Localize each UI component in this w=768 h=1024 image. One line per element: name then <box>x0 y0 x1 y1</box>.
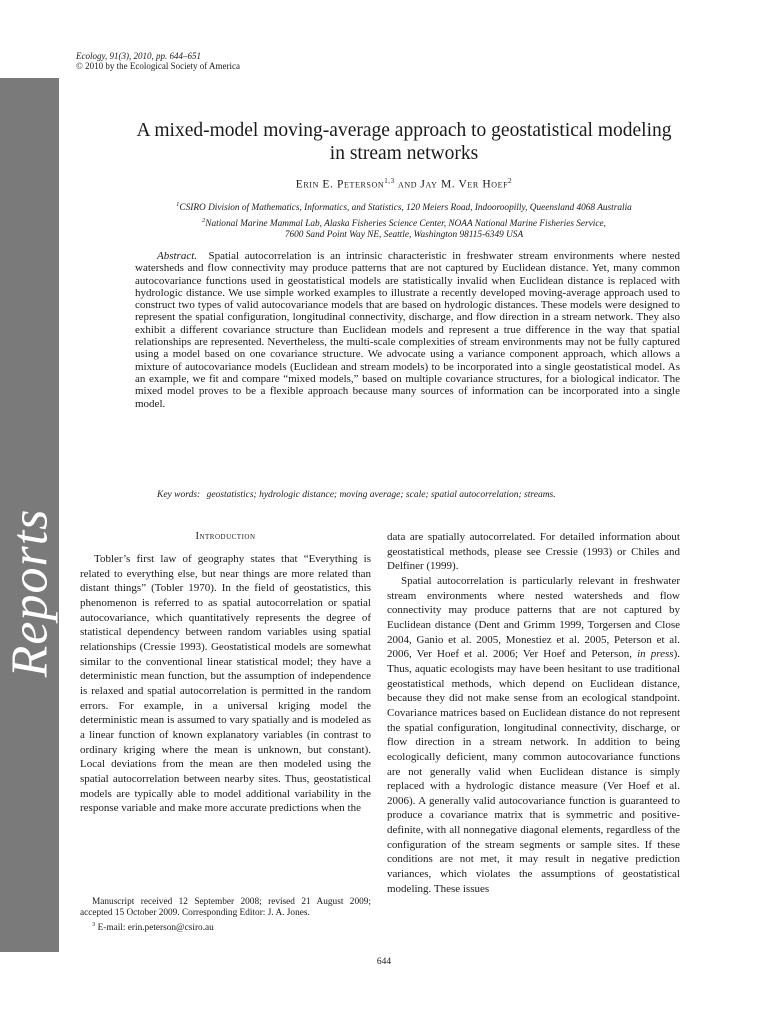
keywords <box>157 489 697 501</box>
title-line-2: in stream networks <box>329 143 479 164</box>
in-press-italic: in press <box>637 648 674 661</box>
author-1-sup: 1,3 <box>384 177 395 185</box>
abstract-lead: Abstract. <box>157 250 198 262</box>
author-2-sup: 2 <box>508 177 513 185</box>
affiliation-1-text: CSIRO Division of Mathematics, Informatics, and Statistics, 120 Meiers Road, Indooroopilly, Queensland 4068 Australia <box>179 203 632 214</box>
title-line-1: A mixed-model moving-average approach to geostatistical modeling <box>136 120 672 141</box>
page-number: 644 <box>376 957 392 967</box>
journal-header <box>76 51 240 71</box>
intro-paragraph-2-a: Spatial autocorrelation is particularly relevant in freshwater stream environments where nested watersheds and flow connectivity may produce patterns that are not captured by Euclidean distance (Dent and Grimm 1999, Torgersen and Close 2004, Ganio et al. 2005, Monestiez et al. 2005, Peterson et al. 2006, Ver Hoef et al. 2006; Ver Hoef and Peterson, <box>387 574 680 661</box>
affiliation-2 <box>80 215 728 231</box>
abstract <box>135 250 680 410</box>
right-column <box>387 530 680 896</box>
intro-paragraph-2-b: ). Thus, aquatic ecologists may have been hesitant to use traditional geostatistical methods, which depend on Euclidean distance, because they did not make sense from an ecological standpoint. Covariance matrices based on Euclidean distance do not represent the spatial configuration, longitudinal connectivity, discharge, or flow direction in a stream network. In addition to being ecologically deficient, many common autocovariance functions are not generally valid when Euclidean distance is simply replaced with a hydrologic distance measure (Ver Hoef et al. 2006). A generally valid autocovariance function is guaranteed to produce a covariance matrix that is symmetric and positive-definite, with all nonnegative diagonal elements, regardless of the configuration of the stream segments or sample sites. If these conditions are not met, it may result in negative prediction variances, which violates the assumptions of geostatistical modeling. These issues <box>387 648 681 895</box>
section-label: Reports <box>1 508 59 678</box>
journal-citation: Ecology, 91(3), 2010, pp. 644–651 <box>76 51 201 61</box>
manuscript-note: Manuscript received 12 September 2008; revised 21 August 2009; accepted 15 October 2009. Corresponding Editor: J. A. Jones. <box>80 897 371 919</box>
affiliation-1-sup: 1 <box>176 201 180 208</box>
journal-copyright: © 2010 by the Ecological Society of America <box>76 61 241 71</box>
author-line <box>80 177 728 191</box>
author-1: Erin E. Peterson <box>295 178 385 191</box>
email-note <box>80 919 371 934</box>
abstract-text: Spatial autocorrelation is an intrinsic characteristic in freshwater stream environments where nested watersheds and flow connectivity may produce patterns that are not captured by Euclidean distance. Yet, many common autocovariance functions used in geostatistical models are statistically invalid when Euclidean distance is replaced with hydrologic distance. We use simple worked examples to illustrate a recently developed moving-average approach used to construct two types of valid autocovariance models that are based on hydrologic distances. These models were designed to represent the spatial configuration, longitudinal connectivity, discharge, and flow direction in a stream network. They also exhibit a different covariance structure than Euclidean models and represent a true difference in the way that spatial relationships are represented. Nevertheless, the multi-scale complexities of stream environments may not be fully captured using a model based on one covariance structure. We advocate using a variance component approach, which allows a mixture of autocovariance models (Euclidean and stream models) to be incorporated into a single geostatistical model. As an example, we fit and compare “mixed models,” based on multiple covariance structures, for a biological indicator. The mixed model proves to be a flexible approach because many sources of information can be incorporated into a single model. <box>135 250 681 410</box>
affiliation-2-sup: 2 <box>202 216 206 224</box>
affiliation-1 <box>80 199 728 215</box>
footnotes <box>80 897 371 935</box>
author-and: and <box>398 178 418 191</box>
intro-paragraph-1-cont: data are spatially autocorrelated. For detailed information about geostatistical methods, please see Cressie (1993) or Chiles and Delfiner (1999). <box>387 531 680 573</box>
section-side-band <box>0 78 59 952</box>
affiliation-2-line-1: National Marine Mammal Lab, Alaska Fisheries Science Center, NOAA National Marine Fisheries Service, <box>205 218 606 229</box>
introduction-heading: Introduction <box>195 531 256 542</box>
left-column <box>80 530 371 816</box>
affiliation-2-line-2: 7600 Sand Point Way NE, Seattle, Washington 98115-6349 USA <box>284 230 524 241</box>
email-text: E-mail: erin.peterson@csiro.au <box>97 923 214 934</box>
keywords-text: geostatistics; hydrologic distance; moving average; scale; spatial autocorrelation; streams. <box>206 490 556 500</box>
keywords-label: Key words: <box>157 490 201 500</box>
email-sup: 3 <box>92 921 96 929</box>
author-2: Jay M. Ver Hoef <box>420 178 509 191</box>
affiliations <box>80 199 728 242</box>
intro-paragraph-1: Tobler’s first law of geography states that “Everything is related to everything else, but near things are more related than distant things” (Tobler 1970). In the field of geostatistics, this phenomenon is referred to as spatial autocorrelation or spatial autocovariance, which quantitatively represents the degree of statistical dependency between random variables using spatial relationships (Cressie 1993). Geostatistical models are somewhat similar to the conventional linear statistical model; they have a deterministic mean function, but the assumption of independence is relaxed and spatial autocorrelation is permitted in the random errors. For example, in a universal kriging model the deterministic mean is assumed to vary spatially and is modeled as a linear function of known explanatory variables (in contrast to ordinary kriging where the mean is unknown, but constant). Local deviations from the mean are then modeled using the spatial autocorrelation between nearby sites. Thus, geostatistical models are typically able to model additional variability in the response variable and make more accurate predictions when the <box>80 553 371 815</box>
intro-paragraph-2 <box>387 574 680 896</box>
article-title <box>80 119 728 165</box>
